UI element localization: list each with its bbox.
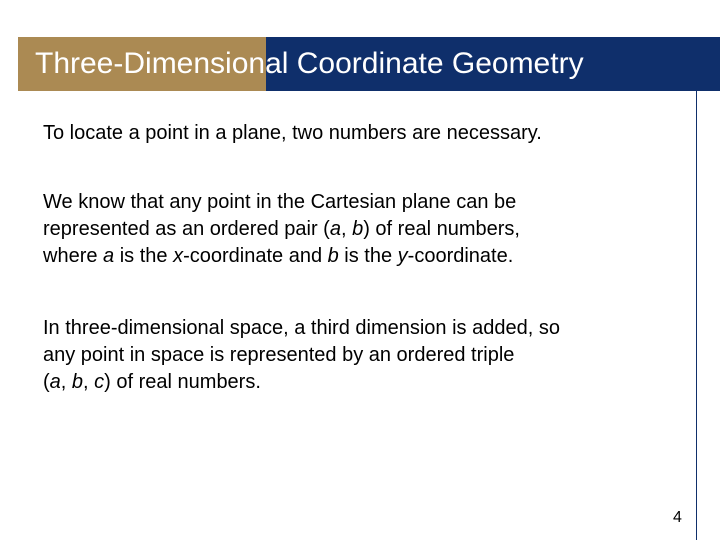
right-divider xyxy=(696,91,697,540)
math-variable-c: c xyxy=(94,371,105,393)
math-variable-b: b xyxy=(352,218,364,240)
text-separator: , xyxy=(83,371,95,393)
math-variable-a: a xyxy=(329,218,341,240)
text-line: We know that any point in the Cartesian plane can be xyxy=(43,191,517,213)
math-variable-a: a xyxy=(103,245,115,267)
text-fragment: is the xyxy=(114,245,174,267)
paragraph-cartesian-plane xyxy=(43,189,520,270)
text-fragment: -coordinate. xyxy=(407,245,514,267)
text-line: represented as an ordered pair ( xyxy=(43,218,330,240)
text-separator: , xyxy=(340,218,353,240)
text-fragment: -coordinate and xyxy=(183,245,328,267)
text-line: any point in space is represented by an ordered triple xyxy=(43,344,515,366)
page-number: 4 xyxy=(673,509,682,526)
title-bar xyxy=(18,37,720,91)
text-line: In three-dimensional space, a third dimension is added, so xyxy=(43,317,560,339)
math-variable-a: a xyxy=(49,371,61,393)
text-line: where xyxy=(43,245,104,267)
text-separator: , xyxy=(60,371,72,393)
math-variable-y: y xyxy=(397,245,408,267)
paragraph-plane-point: To locate a point in a plane, two numbers are necessary. xyxy=(43,122,542,144)
text-fragment: ) of real numbers. xyxy=(104,371,261,393)
text-fragment: is the xyxy=(338,245,398,267)
paragraph-three-dimensional-space xyxy=(43,315,560,396)
math-variable-b: b xyxy=(327,245,339,267)
text-fragment: ( xyxy=(43,371,50,393)
slide-title: Three-Dimensional Coordinate Geometry xyxy=(35,47,584,80)
text-line: ) of real numbers, xyxy=(363,218,520,240)
math-variable-b: b xyxy=(71,371,84,393)
math-variable-x: x xyxy=(173,245,184,267)
